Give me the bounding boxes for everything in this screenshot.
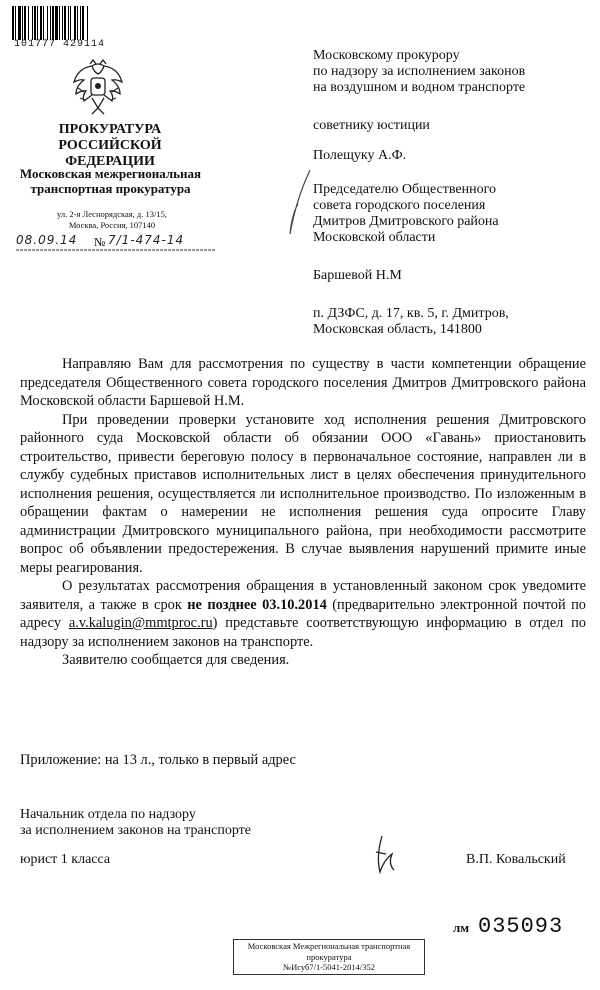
org-name: [30, 122, 190, 170]
signatory-position: [20, 807, 251, 839]
recipient-2-line4: Московской области: [313, 230, 436, 245]
email-link[interactable]: a.v.kalugin@mmtproc.ru: [68, 615, 213, 631]
recipient-2-line2: совета городского поселения: [313, 198, 486, 213]
recipient-1: [313, 48, 525, 164]
barcode-number: 101777 429114: [14, 39, 106, 50]
recipient-2-line7: Московская область, 141800: [313, 322, 482, 337]
signatory-position-line2: за исполнением законов на транспорте: [20, 823, 251, 838]
recipient-1-line5: Полещуку А.Ф.: [313, 148, 407, 163]
stamp-line3: №Исуб7/1-5041-2014/352: [282, 962, 375, 972]
paragraph-3-text-a: О результатах рассмотрения обращения в установленный законом срок уведомите заявителя, а также в срок: [20, 578, 586, 613]
handwritten-signature: [368, 832, 408, 876]
stamp-line2: прокуратура: [306, 951, 352, 962]
paragraph-2: При проведении проверки установите ход исполнения решения Дмитровского районного суда Московской области об обязании ООО «Гавань» приостановить строительство, привести береговую полосу в первоначальное состояние, направлен ли в службу судебных приставов исполнительных лист в целях обеспечения принудительного исполнения решения, осуществляется ли исполнительное производство. По изложенным в обращении фактам о намерении не исполнения решения суда опросите Главу администрации Дмитровского муниципального района, при необходимости рассмотрите вопрос об объявлении предостережения. В случае выявления нарушений примите иные меры реагирования.: [20, 411, 586, 576]
barcode: [12, 6, 112, 40]
recipient-2: [313, 182, 509, 338]
form-prefix: лм: [453, 920, 470, 935]
paragraph-1: Направляю Вам для рассмотрения по существу в части компетенции обращение председателя Общественного совета городского поселения Дмитров Дмитровского района Московской области Баршевой Н.М.: [20, 356, 586, 409]
registration-stamp: [233, 939, 425, 975]
barcode-bar: [88, 6, 89, 40]
signatory-rank: юрист 1 класса: [20, 852, 111, 867]
paragraph-3-text-b: (предварительно электронной почтой по адресу: [20, 596, 586, 631]
sender-address-line2: Москва, Россия, 107140: [68, 220, 156, 230]
department-line2: транспортная прокуратура: [30, 181, 191, 196]
form-number: 035093: [478, 914, 564, 939]
recipient-1-line3: на воздушном и водном транспорте: [313, 80, 526, 95]
recipient-2-line3: Дмитров Дмитровского района: [313, 214, 499, 229]
recipient-1-line4: советнику юстиции: [313, 118, 430, 133]
paragraph-3-text-c: ) представьте соответствующую информацию в отдел по надзору за исполнением законов на транспорте.: [20, 615, 587, 650]
registration-line: [16, 232, 216, 254]
deadline-date: не позднее 03.10.2014: [187, 596, 327, 613]
registration-number: 7/1-474-14: [108, 233, 185, 247]
sender-address: [22, 209, 202, 231]
registration-number-label: №: [94, 235, 106, 249]
department-name: [18, 166, 203, 196]
recipient-1-line2: по надзору за исполнением законов: [313, 64, 526, 79]
signatory-position-line1: Начальник отдела по надзору: [20, 807, 196, 822]
paragraph-3: [20, 577, 586, 651]
recipient-1-line1: Московскому прокурору: [313, 48, 460, 63]
letter-body: [20, 355, 586, 670]
recipient-2-line1: Председателю Общественного: [313, 182, 496, 197]
handwritten-mark: [284, 168, 314, 238]
double-headed-eagle-emblem-icon: [70, 58, 126, 118]
registration-underline: [16, 249, 216, 252]
registration-date: 08.09.14: [16, 233, 78, 247]
stamp-line1: Московская Межрегиональная транспортная: [247, 941, 411, 951]
paragraph-4: Заявителю сообщается для сведения.: [62, 652, 290, 668]
department-line1: Московская межрегиональная: [19, 166, 202, 181]
signatory-name: В.П. Ковальский: [466, 852, 566, 867]
attachment-note: Приложение: на 13 л., только в первый адрес: [20, 752, 296, 768]
org-name-line1: ПРОКУРАТУРА: [58, 122, 162, 137]
org-name-line2: РОССИЙСКОЙ ФЕДЕРАЦИИ: [58, 138, 162, 169]
recipient-2-line6: п. ДЗФС, д. 17, кв. 5, г. Дмитров,: [313, 306, 509, 321]
recipient-2-line5: Баршевой Н.М: [313, 268, 402, 283]
sender-address-line1: ул. 2-я Леснорядская, д. 13/15,: [57, 209, 167, 219]
